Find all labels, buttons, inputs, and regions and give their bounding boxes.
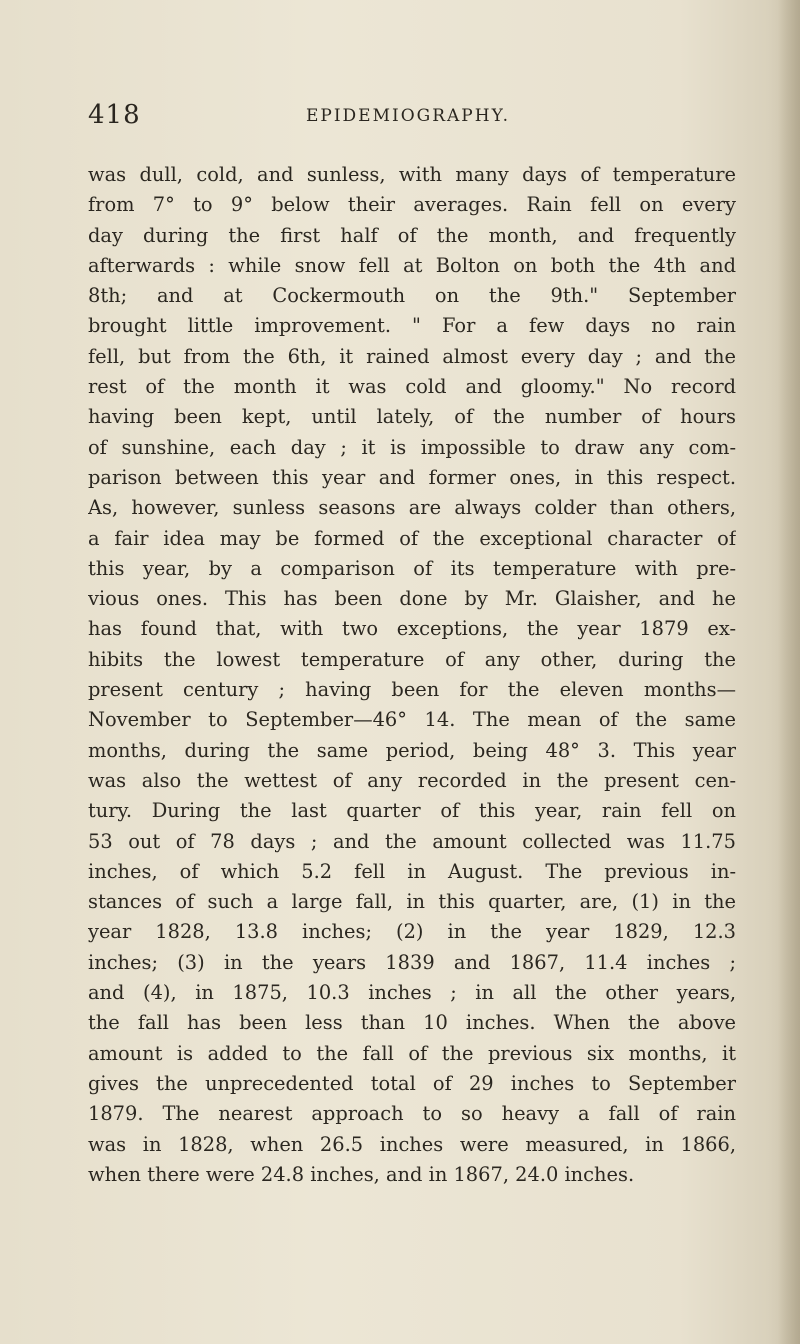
text-line: 1879. The nearest approach to so heavy a fall of rain [88,1102,736,1126]
text-line: a fair idea may be formed of the exceptional character of [88,526,736,550]
text-line: As, however, sunless seasons are always colder than others, [88,496,736,520]
text-line: the fall has been less than 10 inches. When the above [88,1011,736,1035]
page-edge-shadow [778,0,800,1344]
text-line: 8th; and at Cockermouth on the 9th." September [88,284,736,308]
text-line: inches, of which 5.2 fell in August. The previous in- [88,859,736,883]
text-line: hibits the lowest temperature of any other, during the [88,647,736,671]
text-line: was also the wettest of any recorded in the present cen- [88,768,736,792]
text-line: brought little improvement. " For a few days no rain [88,314,736,338]
text-line: when there were 24.8 inches, and in 1867, 24.0 inches. [88,1162,635,1186]
text-line: fell, but from the 6th, it rained almost every day ; and the [88,344,736,368]
text-line: parison between this year and former ones, in this respect. [88,465,736,489]
text-line: months, during the same period, being 48° 3. This year [88,738,736,762]
text-line: day during the first half of the month, and frequently [88,223,736,247]
text-line: was in 1828, when 26.5 inches were measured, in 1866, [88,1132,736,1156]
running-head: EPIDEMIOGRAPHY. [305,106,511,126]
text-line: November to September—46° 14. The mean of the same [88,708,736,732]
body-paragraph [88,160,736,1190]
page-header [88,100,728,140]
text-line: this year, by a comparison of its temperature with pre- [88,556,736,580]
text-line: of sunshine, each day ; it is impossible to draw any com- [88,435,736,459]
text-line: stances of such a large fall, in this quarter, are, (1) in the [88,890,736,914]
page-number: 418 [88,100,141,130]
text-line: amount is added to the fall of the previous six months, it [88,1041,736,1065]
text-line: rest of the month it was cold and gloomy." No record [88,375,736,399]
text-line: having been kept, until lately, of the number of hours [88,405,736,429]
text-line: tury. During the last quarter of this year, rain fell on [88,799,736,823]
text-line: afterwards : while snow fell at Bolton on both the 4th and [88,253,736,277]
text-line: vious ones. This has been done by Mr. Glaisher, and he [88,587,736,611]
text-line: has found that, with two exceptions, the year 1879 ex- [88,617,736,641]
text-line: inches; (3) in the years 1839 and 1867, 11.4 inches ; [88,950,736,974]
text-line: and (4), in 1875, 10.3 inches ; in all the other years, [88,981,736,1005]
text-line: present century ; having been for the eleven months— [88,678,736,702]
text-line: from 7° to 9° below their averages. Rain fell on every [88,193,736,217]
text-line: year 1828, 13.8 inches; (2) in the year 1829, 12.3 [88,920,736,944]
text-line: was dull, cold, and sunless, with many days of temperature [88,163,736,186]
text-line: gives the unprecedented total of 29 inches to September [88,1071,736,1095]
text-line: 53 out of 78 days ; and the amount collected was 11.75 [88,829,736,853]
